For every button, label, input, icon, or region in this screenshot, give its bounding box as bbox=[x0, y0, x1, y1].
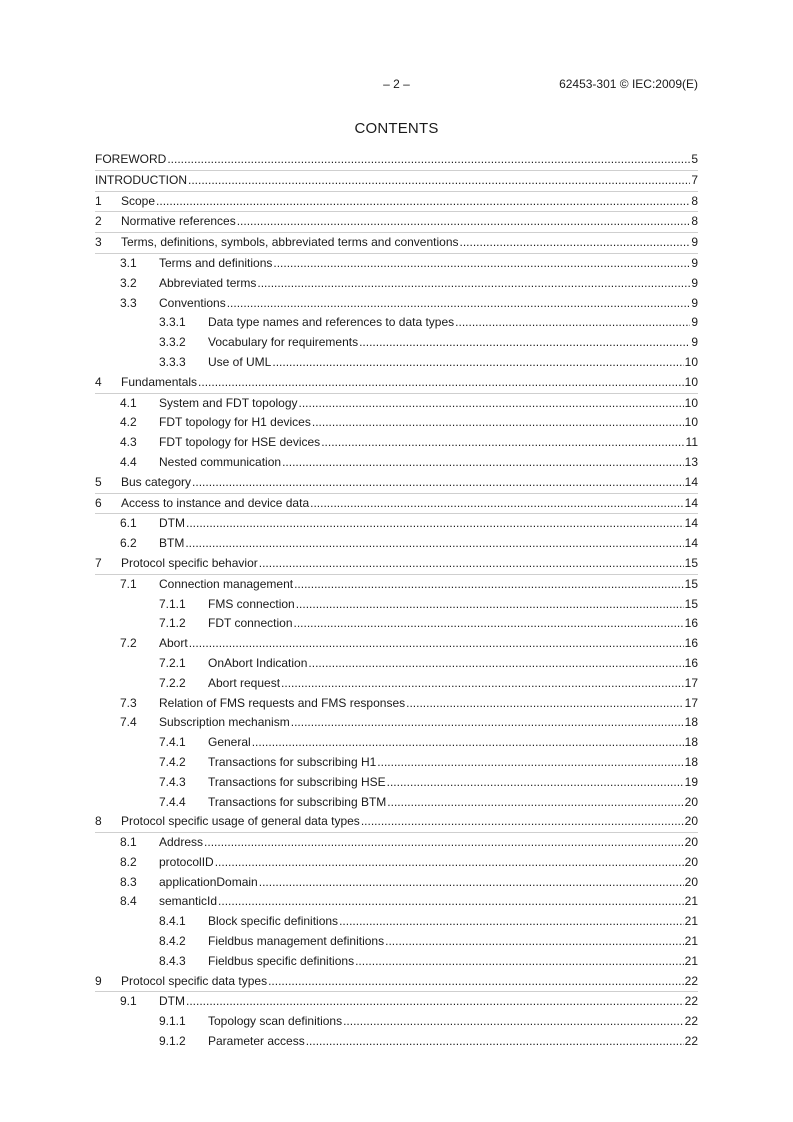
table-of-contents bbox=[95, 150, 698, 1052]
toc-entry-page: 16 bbox=[684, 655, 698, 670]
toc-dot-leader bbox=[361, 812, 684, 831]
toc-dot-leader bbox=[406, 694, 684, 713]
toc-dot-leader bbox=[355, 952, 684, 971]
toc-dot-leader bbox=[237, 212, 691, 231]
toc-entry-title: Fieldbus management definitions bbox=[208, 934, 385, 949]
toc-dot-leader bbox=[185, 534, 683, 553]
toc-entry-page: 20 bbox=[684, 835, 698, 850]
toc-entry-number: 3.1 bbox=[120, 255, 137, 270]
toc-entry-number: 3.3.2 bbox=[159, 335, 186, 350]
toc-entry-number: 7.1 bbox=[120, 576, 137, 591]
toc-entry[interactable] bbox=[95, 912, 698, 932]
toc-entry-page: 13 bbox=[684, 454, 698, 469]
toc-entry-page: 18 bbox=[684, 754, 698, 769]
toc-entry[interactable] bbox=[95, 992, 698, 1012]
toc-entry-title: DTM bbox=[159, 994, 185, 1009]
toc-entry-number: 4.2 bbox=[120, 415, 137, 430]
toc-entry-page: 18 bbox=[684, 715, 698, 730]
document-reference: 62453-301 © IEC:2009(E) bbox=[559, 77, 698, 91]
toc-entry-number: 4.3 bbox=[120, 435, 137, 450]
toc-dot-leader bbox=[294, 575, 684, 594]
toc-dot-leader bbox=[291, 713, 684, 732]
toc-entry-title: General bbox=[208, 735, 251, 750]
toc-entry-title: FMS connection bbox=[208, 596, 295, 611]
toc-entry-number: 7.4 bbox=[120, 715, 137, 730]
toc-entry-number: 9.1.1 bbox=[159, 1014, 186, 1029]
toc-entry-title: Protocol specific usage of general data types bbox=[121, 814, 360, 829]
toc-entry[interactable] bbox=[95, 614, 698, 634]
toc-entry-page: 14 bbox=[684, 516, 698, 531]
toc-entry-number: 7.3 bbox=[120, 695, 137, 710]
toc-entry-title: Fieldbus specific definitions bbox=[208, 953, 355, 968]
toc-entry-number: 7.1.1 bbox=[159, 596, 186, 611]
toc-entry-title: Scope bbox=[121, 193, 156, 208]
toc-entry-title: Address bbox=[159, 835, 204, 850]
toc-entry-title: DTM bbox=[159, 516, 185, 531]
toc-entry-page: 22 bbox=[684, 1034, 698, 1049]
toc-entry-title: Abort request bbox=[208, 675, 281, 690]
toc-entry[interactable] bbox=[95, 1012, 698, 1032]
toc-entry-page: 9 bbox=[691, 295, 698, 310]
toc-entry[interactable] bbox=[95, 394, 698, 414]
toc-dot-leader bbox=[215, 853, 684, 872]
toc-entry-page: 18 bbox=[684, 735, 698, 750]
toc-entry[interactable] bbox=[95, 494, 698, 515]
toc-entry[interactable] bbox=[95, 554, 698, 575]
toc-entry[interactable] bbox=[95, 514, 698, 534]
toc-entry[interactable] bbox=[95, 634, 698, 654]
toc-entry-page: 20 bbox=[684, 854, 698, 869]
toc-entry-title: Protocol specific behavior bbox=[121, 555, 258, 570]
toc-entry-number: 8.3 bbox=[120, 874, 137, 889]
toc-entry-page: 8 bbox=[691, 193, 698, 208]
toc-entry[interactable] bbox=[95, 473, 698, 494]
toc-entry-number: 4.4 bbox=[120, 454, 137, 469]
toc-dot-leader bbox=[156, 192, 690, 211]
toc-entry-number: 3.3.3 bbox=[159, 354, 186, 369]
toc-entry-title: Topology scan definitions bbox=[208, 1014, 343, 1029]
toc-entry-number: 8.4 bbox=[120, 894, 137, 909]
toc-entry-number: 8.2 bbox=[120, 854, 137, 869]
toc-dot-leader bbox=[186, 992, 684, 1011]
contents-title: CONTENTS bbox=[354, 120, 439, 137]
toc-dot-leader bbox=[192, 473, 684, 492]
toc-entry-number: 7.4.3 bbox=[159, 774, 186, 789]
toc-dot-leader bbox=[296, 595, 684, 614]
toc-entry-page: 9 bbox=[691, 255, 698, 270]
toc-entry[interactable] bbox=[95, 373, 698, 394]
toc-entry-title: Transactions for subscribing HSE bbox=[208, 774, 386, 789]
toc-entry-number: 7 bbox=[95, 555, 102, 570]
toc-entry[interactable] bbox=[95, 853, 698, 873]
toc-entry[interactable] bbox=[95, 694, 698, 714]
toc-entry-title: Abbreviated terms bbox=[159, 275, 257, 290]
toc-entry-number: 7.2.1 bbox=[159, 655, 186, 670]
toc-dot-leader bbox=[359, 333, 690, 352]
toc-dot-leader bbox=[310, 494, 684, 513]
toc-dot-leader bbox=[308, 654, 683, 673]
toc-entry[interactable] bbox=[95, 773, 698, 793]
toc-entry-title: System and FDT topology bbox=[159, 395, 298, 410]
toc-entry-page: 17 bbox=[684, 695, 698, 710]
toc-entry[interactable] bbox=[95, 192, 698, 213]
toc-entry-number: 3 bbox=[95, 235, 102, 250]
toc-entry-title: Abort bbox=[159, 636, 188, 651]
toc-dot-leader bbox=[306, 1032, 684, 1051]
toc-entry-number: 7.1.2 bbox=[159, 616, 186, 631]
toc-entry-page: 21 bbox=[684, 953, 698, 968]
toc-entry[interactable] bbox=[95, 333, 698, 353]
toc-entry-number: 6.2 bbox=[120, 536, 137, 551]
toc-entry-title: protocolID bbox=[159, 854, 214, 869]
toc-entry-page: 17 bbox=[684, 675, 698, 690]
toc-dot-leader bbox=[273, 254, 690, 273]
toc-entry-title: applicationDomain bbox=[159, 874, 258, 889]
toc-entry[interactable] bbox=[95, 793, 698, 813]
toc-entry-page: 9 bbox=[691, 235, 698, 250]
toc-entry-page: 22 bbox=[684, 973, 698, 988]
toc-entry-number: 7.2.2 bbox=[159, 675, 186, 690]
toc-entry[interactable] bbox=[95, 575, 698, 595]
toc-entry-number: 7.4.4 bbox=[159, 794, 186, 809]
toc-entry-number: 3.3 bbox=[120, 295, 137, 310]
toc-entry[interactable] bbox=[95, 150, 698, 171]
toc-entry-page: 16 bbox=[684, 616, 698, 631]
toc-entry-number: 9.1 bbox=[120, 994, 137, 1009]
toc-entry[interactable] bbox=[95, 932, 698, 952]
toc-entry-number: 9.1.2 bbox=[159, 1034, 186, 1049]
toc-entry-page: 7 bbox=[691, 172, 698, 187]
toc-entry-number: 7.4.1 bbox=[159, 735, 186, 750]
toc-entry[interactable] bbox=[95, 353, 698, 373]
toc-entry[interactable] bbox=[95, 212, 698, 233]
toc-dot-leader bbox=[460, 233, 691, 252]
toc-entry-title: Conventions bbox=[159, 295, 226, 310]
toc-entry-page: 21 bbox=[684, 894, 698, 909]
toc-entry-title: Transactions for subscribing H1 bbox=[208, 754, 377, 769]
toc-entry-page: 14 bbox=[684, 495, 698, 510]
toc-dot-leader bbox=[455, 313, 690, 332]
toc-entry-title: Block specific definitions bbox=[208, 914, 339, 929]
toc-entry[interactable] bbox=[95, 674, 698, 694]
toc-entry-title: FDT topology for HSE devices bbox=[159, 435, 321, 450]
toc-entry-page: 15 bbox=[684, 576, 698, 591]
toc-dot-leader bbox=[257, 274, 690, 293]
toc-entry-title: Terms and definitions bbox=[159, 255, 273, 270]
toc-entry[interactable] bbox=[95, 892, 698, 912]
toc-dot-leader bbox=[387, 793, 683, 812]
toc-entry[interactable] bbox=[95, 254, 698, 274]
toc-entry[interactable] bbox=[95, 873, 698, 893]
toc-entry[interactable] bbox=[95, 595, 698, 615]
toc-entry-title: Relation of FMS requests and FMS responses bbox=[159, 695, 406, 710]
toc-dot-leader bbox=[259, 873, 684, 892]
toc-dot-leader bbox=[268, 972, 684, 991]
toc-entry-number: 2 bbox=[95, 214, 102, 229]
toc-dot-leader bbox=[259, 554, 684, 573]
toc-entry[interactable] bbox=[95, 713, 698, 733]
toc-entry-page: 22 bbox=[684, 1014, 698, 1029]
toc-entry-number: 3.2 bbox=[120, 275, 137, 290]
toc-entry-title: Bus category bbox=[121, 474, 192, 489]
toc-entry[interactable] bbox=[95, 812, 698, 833]
toc-entry-page: 9 bbox=[691, 315, 698, 330]
toc-dot-leader bbox=[252, 733, 684, 752]
toc-dot-leader bbox=[321, 433, 684, 452]
toc-entry-page: 10 bbox=[684, 395, 698, 410]
toc-entry[interactable] bbox=[95, 294, 698, 314]
toc-entry-page: 10 bbox=[684, 415, 698, 430]
toc-entry-number: 4 bbox=[95, 374, 102, 389]
toc-entry[interactable] bbox=[95, 733, 698, 753]
toc-entry-title: Transactions for subscribing BTM bbox=[208, 794, 387, 809]
toc-entry[interactable] bbox=[95, 171, 698, 192]
toc-entry-page: 10 bbox=[684, 374, 698, 389]
toc-dot-leader bbox=[377, 753, 683, 772]
toc-entry-page: 10 bbox=[684, 354, 698, 369]
toc-entry-page: 9 bbox=[691, 275, 698, 290]
toc-entry-page: 20 bbox=[684, 814, 698, 829]
toc-entry-number: 7.4.2 bbox=[159, 754, 186, 769]
toc-entry[interactable] bbox=[95, 833, 698, 853]
toc-dot-leader bbox=[339, 912, 684, 931]
toc-entry-page: 21 bbox=[684, 934, 698, 949]
toc-entry-title: Access to instance and device data bbox=[121, 495, 310, 510]
toc-entry-page: 21 bbox=[684, 914, 698, 929]
toc-entry[interactable] bbox=[95, 753, 698, 773]
toc-entry-number: 3.3.1 bbox=[159, 315, 186, 330]
toc-entry-number: 9 bbox=[95, 973, 102, 988]
toc-dot-leader bbox=[282, 453, 684, 472]
toc-entry-page: 5 bbox=[691, 152, 698, 166]
page-number: – 2 – bbox=[383, 77, 410, 91]
toc-entry-number: 5 bbox=[95, 474, 102, 489]
toc-entry-page: 19 bbox=[684, 774, 698, 789]
toc-entry-page: 20 bbox=[684, 874, 698, 889]
toc-entry-title: Fundamentals bbox=[121, 374, 198, 389]
toc-dot-leader bbox=[218, 892, 684, 911]
toc-dot-leader bbox=[385, 932, 684, 951]
toc-entry-title: Terms, definitions, symbols, abbreviated terms and conventions bbox=[121, 235, 459, 250]
toc-entry-page: 15 bbox=[684, 596, 698, 611]
toc-entry-page: 15 bbox=[684, 555, 698, 570]
toc-entry[interactable] bbox=[95, 453, 698, 473]
toc-entry[interactable] bbox=[95, 952, 698, 972]
toc-entry-number: 8.4.1 bbox=[159, 914, 186, 929]
toc-entry[interactable] bbox=[95, 413, 698, 433]
toc-entry-number: 6.1 bbox=[120, 516, 137, 531]
toc-entry-number: 8 bbox=[95, 814, 102, 829]
toc-entry[interactable] bbox=[95, 534, 698, 554]
toc-dot-leader bbox=[167, 150, 690, 169]
toc-entry-title: BTM bbox=[159, 536, 185, 551]
toc-entry-title: Connection management bbox=[159, 576, 294, 591]
toc-entry-title: Subscription mechanism bbox=[159, 715, 290, 730]
toc-dot-leader bbox=[204, 833, 684, 852]
toc-dot-leader bbox=[343, 1012, 684, 1031]
toc-entry-page: 22 bbox=[684, 994, 698, 1009]
toc-dot-leader bbox=[272, 353, 683, 372]
toc-dot-leader bbox=[299, 394, 684, 413]
toc-entry[interactable] bbox=[95, 433, 698, 453]
toc-entry-number: 8.1 bbox=[120, 835, 137, 850]
toc-entry-page: 8 bbox=[691, 214, 698, 229]
toc-entry-title: Nested communication bbox=[159, 454, 282, 469]
toc-dot-leader bbox=[189, 634, 684, 653]
toc-entry-title: OnAbort Indication bbox=[208, 655, 308, 670]
toc-entry-number: 8.4.2 bbox=[159, 934, 186, 949]
toc-dot-leader bbox=[188, 171, 690, 190]
toc-dot-leader bbox=[186, 514, 684, 533]
toc-entry-title: Use of UML bbox=[208, 354, 272, 369]
toc-entry-number: 6 bbox=[95, 495, 102, 510]
toc-dot-leader bbox=[281, 674, 684, 693]
toc-dot-leader bbox=[387, 773, 684, 792]
toc-entry[interactable] bbox=[95, 313, 698, 333]
toc-entry-title: INTRODUCTION bbox=[95, 172, 187, 187]
toc-entry-title: Data type names and references to data types bbox=[208, 315, 455, 330]
toc-entry-number: 7.2 bbox=[120, 636, 137, 651]
toc-entry-page: 11 bbox=[685, 435, 698, 450]
toc-entry[interactable] bbox=[95, 233, 698, 254]
toc-entry-page: 14 bbox=[684, 536, 698, 551]
toc-dot-leader bbox=[227, 294, 691, 313]
toc-entry-title: Protocol specific data types bbox=[121, 973, 268, 988]
toc-entry-title: FOREWORD bbox=[95, 152, 167, 166]
toc-entry[interactable] bbox=[95, 274, 698, 294]
toc-entry-page: 14 bbox=[684, 474, 698, 489]
toc-entry-title: Vocabulary for requirements bbox=[208, 335, 359, 350]
toc-entry-title: FDT connection bbox=[208, 616, 293, 631]
toc-entry-title: Parameter access bbox=[208, 1034, 305, 1049]
toc-entry-page: 9 bbox=[691, 335, 698, 350]
toc-entry[interactable] bbox=[95, 654, 698, 674]
toc-entry-number: 1 bbox=[95, 193, 102, 208]
toc-entry-number: 8.4.3 bbox=[159, 953, 186, 968]
toc-entry[interactable] bbox=[95, 1032, 698, 1052]
toc-entry-number: 4.1 bbox=[120, 395, 137, 410]
toc-dot-leader bbox=[198, 373, 684, 392]
toc-entry[interactable] bbox=[95, 972, 698, 993]
toc-entry-page: 16 bbox=[684, 636, 698, 651]
toc-entry-title: FDT topology for H1 devices bbox=[159, 415, 311, 430]
toc-dot-leader bbox=[312, 413, 684, 432]
toc-entry-title: semanticId bbox=[159, 894, 218, 909]
toc-dot-leader bbox=[294, 614, 684, 633]
toc-entry-page: 20 bbox=[684, 794, 698, 809]
toc-entry-title: Normative references bbox=[121, 214, 236, 229]
